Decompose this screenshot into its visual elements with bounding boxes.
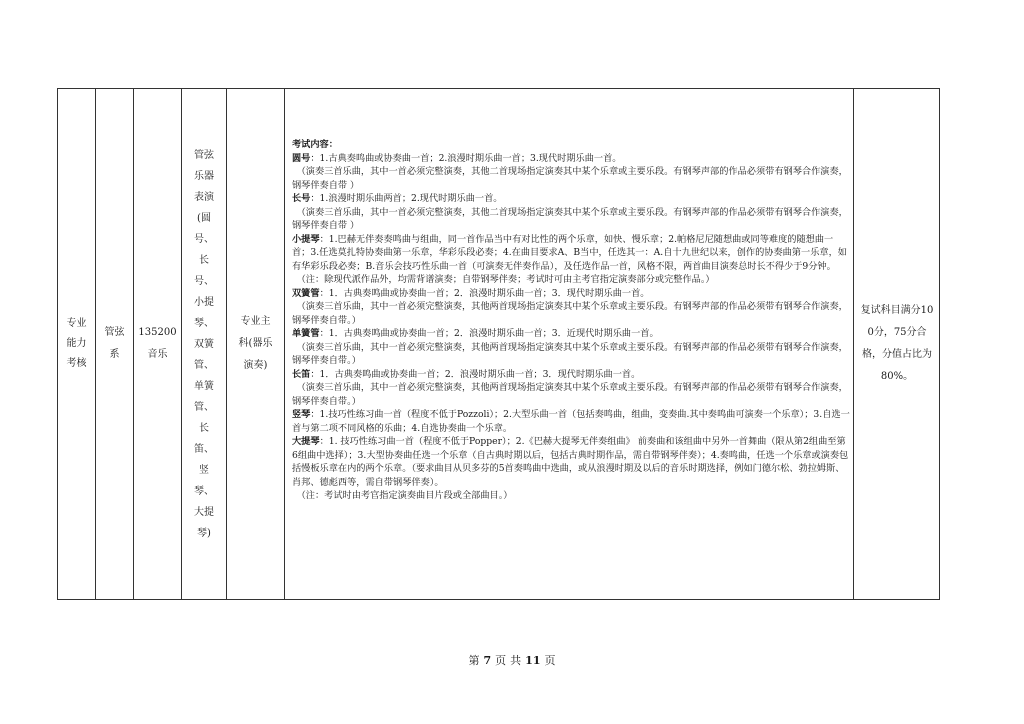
instrument-name: 大提琴 [292,436,320,447]
score-text: 复试科目满分100分，75分合格，分值占比为80%。 [860,305,934,382]
exam-content [292,138,850,503]
instrument-repertoire: ：1．古典奏鸣曲或协奏曲一首；2．浪漫时期乐曲一首；3．近现代时期乐曲一首。 [319,328,659,339]
instrument-name: 双簧管 [292,287,320,299]
instrument-name: 长笛 [292,368,311,380]
instrument-requirement [292,327,850,341]
instrument-name: 小提琴 [292,233,320,245]
instrument-name: 圆号 [292,152,311,164]
direction-text: 管弦乐器表演(圆号、长号、小提琴、双簧管、单簧管、长笛、竖琴、大提琴) [194,149,214,539]
instrument-note: （演奏三首乐曲，其中一首必须完整演奏，其他两首现场指定演奏其中某个乐章或主要乐段。有钢琴声部的作品必须带有钢琴合作演奏，钢琴伴奏自带。） [292,382,848,407]
instrument-name: 长号 [292,193,311,204]
major-code-cell [134,89,181,599]
instrument-requirement [292,368,850,382]
footer-label: 共 [510,654,522,667]
instrument-repertoire: ：1.浪漫时期乐曲两首；2.现代时期乐曲一首。 [310,193,503,204]
instrument-name: 竖琴 [292,409,311,420]
column-divider [284,89,285,599]
instrument-repertoire: ：1．古典奏鸣曲或协奏曲一首；2．浪漫时期乐曲一首；3．现代时期乐曲一首。 [310,368,641,380]
instrument-requirement [292,408,850,435]
instrument-note: （注：除现代派作品外，均需背谱演奏；自带钢琴伴奏；考试时可由主考官指定演奏部分或完整作品。） [296,274,715,285]
instrument-note: （演奏三首乐曲，其中一首必须完整演奏，其他二首现场指定演奏其中某个乐章或主要乐段。有钢琴声部的作品必须带有钢琴合作演奏，钢琴伴奏自带 ） [292,206,848,231]
content-heading: 考试内容： [292,139,338,150]
instrument-note: （演奏三首乐曲，其中一首必须完整演奏，其他二首现场指定演奏其中某个乐章或主要乐段。有钢琴声部的作品必须带有钢琴合作演奏，钢琴伴奏自带 ） [292,166,848,191]
category-cell [58,89,95,599]
instrument-repertoire: ：1.巴赫无伴奏奏鸣曲与组曲，同一首作品当中有对比性的两个乐章，如快、慢乐章；2.帕格尼尼随想曲或同等难度的随想曲一首；3.任选莫扎特协奏曲第一乐章，华彩乐段必奏；4.在曲目要求A、B当中，任选其一：A.自十九世纪以来，创作的协奏曲第一乐章，如有华彩乐段必奏；B.音乐会技巧性乐曲一首（可演奏无伴奏作品），及任选作品一首，风格不限，两首曲目演奏总时长不得少于9分钟。 [292,233,847,272]
subject-text: 专业主科(器乐演奏) [238,316,273,371]
instrument-note: （注：考试时由考官指定演奏曲目片段或全部曲目。） [296,490,513,501]
footer-label: 第 [468,654,480,667]
page-number: 7 [483,654,492,667]
instrument-note: （演奏三首乐曲，其中一首必须完整演奏，其他两首现场指定演奏其中某个乐章或主要乐段。有钢琴声部的作品必须带有钢琴合作演奏，钢琴伴奏自带。） [292,341,848,366]
instrument-repertoire: ：1. 技巧性练习曲一首（程度不低于Popper）；2.《巴赫大提琴无伴奏组曲》 前奏曲和该组曲中另外一首舞曲（限从第2组曲至第6组曲中选择）；3.大型协奏曲任选一个乐章（自古典时期以后，包括古典时期作品，需自带钢琴伴奏）；4.奏鸣曲，任选一个乐章或演奏包括慢板乐章在内的两个乐章。（要求曲目从贝多芬的5首奏鸣曲中选曲，或从浪漫时期及以后的音乐时期选择，例如门德尔松、勃拉姆斯、肖邦、德彪西等，需自带钢琴伴奏）。 [292,436,849,488]
score-cell [854,89,940,599]
major-code-text: 135200音乐 [138,327,177,360]
instrument-repertoire: ：1.技巧性练习曲一首（程度不低于Pozzoli）；2.大型乐曲一首（包括奏鸣曲，组曲，变奏曲.其中奏鸣曲可演奏一个乐章）；3.自选一首与第二项不同风格的乐曲；4.自选协奏曲一个乐章。 [292,409,850,434]
instrument-name: 单簧管 [292,328,320,339]
footer-label: 页 [495,654,507,667]
instrument-note: （演奏三首乐曲，其中一首必须完整演奏，其他两首现场指定演奏其中某个乐章或主要乐段。有钢琴声部的作品必须带有钢琴合作演奏，钢琴伴奏自带。） [292,301,848,326]
instrument-requirement [292,192,850,206]
category-text: 专业能力考核 [66,318,87,369]
page-footer [0,652,1024,668]
instrument-requirement [292,287,850,301]
instrument-requirement [292,435,850,489]
instrument-repertoire: ：1．古典奏鸣曲或协奏曲一首；2．浪漫时期乐曲一首；3．现代时期乐曲一首。 [319,287,650,299]
exam-table [57,88,940,600]
instrument-requirement [292,152,850,166]
department-cell [96,89,133,599]
direction-cell [182,89,226,599]
department-text: 管弦系 [104,327,125,360]
instrument-requirement [292,233,850,274]
subject-cell [227,89,284,599]
total-pages: 11 [525,654,541,667]
instrument-repertoire: ：1.古典奏鸣曲或协奏曲一首；2.浪漫时期乐曲一首；3.现代时期乐曲一首。 [310,152,622,164]
footer-label: 页 [544,654,556,667]
